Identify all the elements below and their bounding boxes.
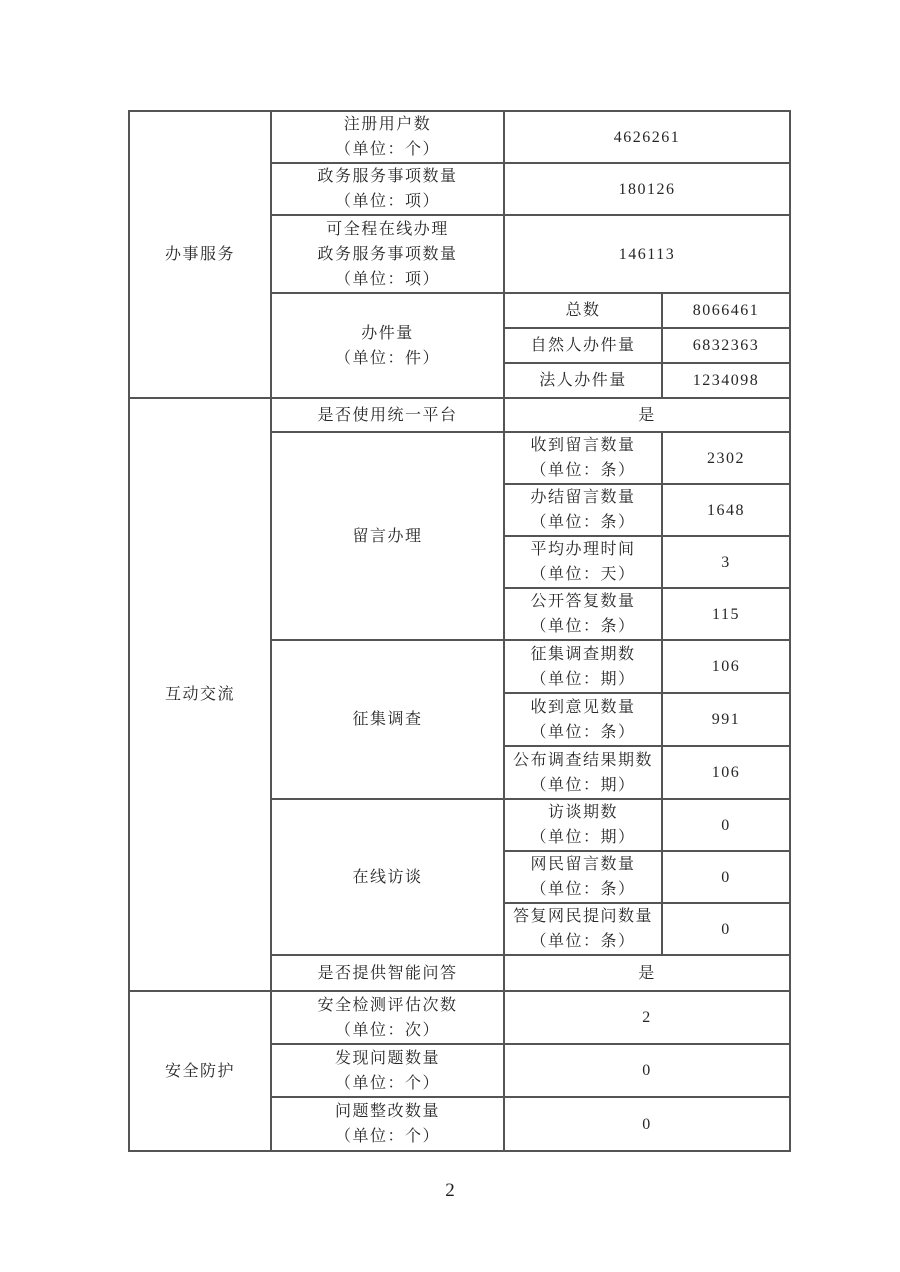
sub-value-cell: 1234098 [662, 363, 790, 398]
metric-label-cell [271, 1044, 504, 1097]
group-label-cell [271, 799, 504, 955]
metric-label-cell [271, 1097, 504, 1151]
metric-value-cell: 0 [504, 1097, 790, 1151]
sub-value-cell: 8066461 [662, 293, 790, 328]
label-unit-line: （单位：项） [334, 193, 440, 210]
label-line: 可全程在线办理 [326, 220, 449, 238]
label-line: 征集调查 [352, 711, 423, 728]
metric-label-cell [271, 215, 504, 293]
metric-label-cell [271, 398, 504, 432]
metric-value-cell: 4626261 [504, 111, 790, 163]
metric-label-cell [271, 991, 504, 1044]
label-line: 总数 [565, 302, 601, 319]
label-line: 收到意见数量 [530, 698, 636, 716]
sub-value-cell: 0 [662, 903, 790, 955]
sub-label-cell [504, 746, 662, 799]
metric-value-cell: 2 [504, 991, 790, 1044]
group-label-cell [271, 432, 504, 640]
label-line: 在线访谈 [352, 868, 423, 886]
label-unit-line: （单位：期） [530, 776, 636, 794]
label-line: 办件量 [361, 324, 414, 342]
sub-value-cell: 106 [662, 640, 790, 693]
label-line: 访谈期数 [547, 804, 618, 821]
group-label-cell [271, 640, 504, 799]
label-unit-line: （单位：期） [530, 670, 636, 688]
sub-value-cell: 1648 [662, 484, 790, 536]
sub-value-cell: 0 [662, 851, 790, 903]
sub-label-cell [504, 363, 662, 398]
metric-value-cell: 0 [504, 1044, 790, 1097]
label-unit-line: （单位：天） [530, 566, 636, 583]
label-unit-line: （单位：条） [530, 933, 636, 950]
sub-label-cell [504, 432, 662, 484]
sub-label-cell [504, 640, 662, 693]
label-unit-line: （单位：项） [334, 270, 440, 288]
metric-value-cell: 是 [504, 398, 790, 432]
label-unit-line: （单位：条） [530, 462, 636, 479]
metric-label-cell [271, 955, 504, 991]
sub-label-cell [504, 293, 662, 328]
label-line: 收到留言数量 [530, 437, 636, 454]
group-label-cell [271, 293, 504, 398]
sub-value-cell: 106 [662, 746, 790, 799]
sub-value-cell: 0 [662, 799, 790, 851]
label-line: 是否使用统一平台 [317, 406, 458, 424]
sub-value-cell: 115 [662, 588, 790, 640]
sub-value-cell: 6832363 [662, 328, 790, 363]
category-cell: 互动交流 [129, 398, 271, 991]
label-line: 办结留言数量 [530, 489, 636, 506]
label-line: 政务服务事项数量 [317, 245, 458, 263]
sub-label-cell [504, 588, 662, 640]
label-unit-line: （单位：个） [334, 1074, 440, 1092]
label-line: 法人办件量 [539, 372, 627, 389]
sub-label-cell [504, 484, 662, 536]
sub-label-cell [504, 851, 662, 903]
label-unit-line: （单位：件） [334, 349, 440, 367]
label-line: 安全检测评估次数 [317, 996, 458, 1014]
metric-label-cell [271, 163, 504, 215]
label-line: 政务服务事项数量 [317, 168, 458, 185]
category-cell: 安全防护 [129, 991, 271, 1151]
label-unit-line: （单位：次） [334, 1021, 440, 1039]
table-row [129, 111, 790, 163]
label-unit-line: （单位：条） [530, 723, 636, 741]
sub-label-cell [504, 328, 662, 363]
table-row [129, 991, 790, 1044]
metric-value-cell: 180126 [504, 163, 790, 215]
label-line: 网民留言数量 [530, 856, 636, 873]
table-row [129, 398, 790, 432]
statistics-table [128, 110, 791, 1152]
sub-label-cell [504, 693, 662, 746]
label-line: 发现问题数量 [334, 1049, 440, 1067]
sub-value-cell: 3 [662, 536, 790, 588]
label-unit-line: （单位：期） [530, 829, 636, 846]
page-number: 2 [445, 1180, 455, 1201]
label-line: 公开答复数量 [530, 593, 636, 610]
sub-label-cell [504, 903, 662, 955]
label-unit-line: （单位：条） [530, 881, 636, 898]
label-line: 自然人办件量 [530, 337, 636, 354]
label-line: 问题整改数量 [334, 1103, 440, 1120]
label-line: 平均办理时间 [530, 541, 636, 558]
label-unit-line: （单位：个） [334, 1128, 440, 1145]
sub-value-cell: 2302 [662, 432, 790, 484]
label-line: 征集调查期数 [530, 645, 636, 663]
metric-value-cell: 是 [504, 955, 790, 991]
sub-value-cell: 991 [662, 693, 790, 746]
metric-label-cell [271, 111, 504, 163]
label-line: 留言办理 [352, 527, 423, 545]
label-unit-line: （单位：条） [530, 514, 636, 531]
sub-label-cell [504, 536, 662, 588]
metric-value-cell: 146113 [504, 215, 790, 293]
label-line: 注册用户数 [343, 116, 432, 133]
category-cell: 办事服务 [129, 111, 271, 398]
label-line: 公布调查结果期数 [512, 751, 653, 769]
label-line: 答复网民提问数量 [512, 908, 653, 925]
label-unit-line: （单位：条） [530, 618, 636, 635]
label-line: 是否提供智能问答 [317, 964, 458, 982]
label-unit-line: （单位：个） [334, 141, 440, 158]
sub-label-cell [504, 799, 662, 851]
